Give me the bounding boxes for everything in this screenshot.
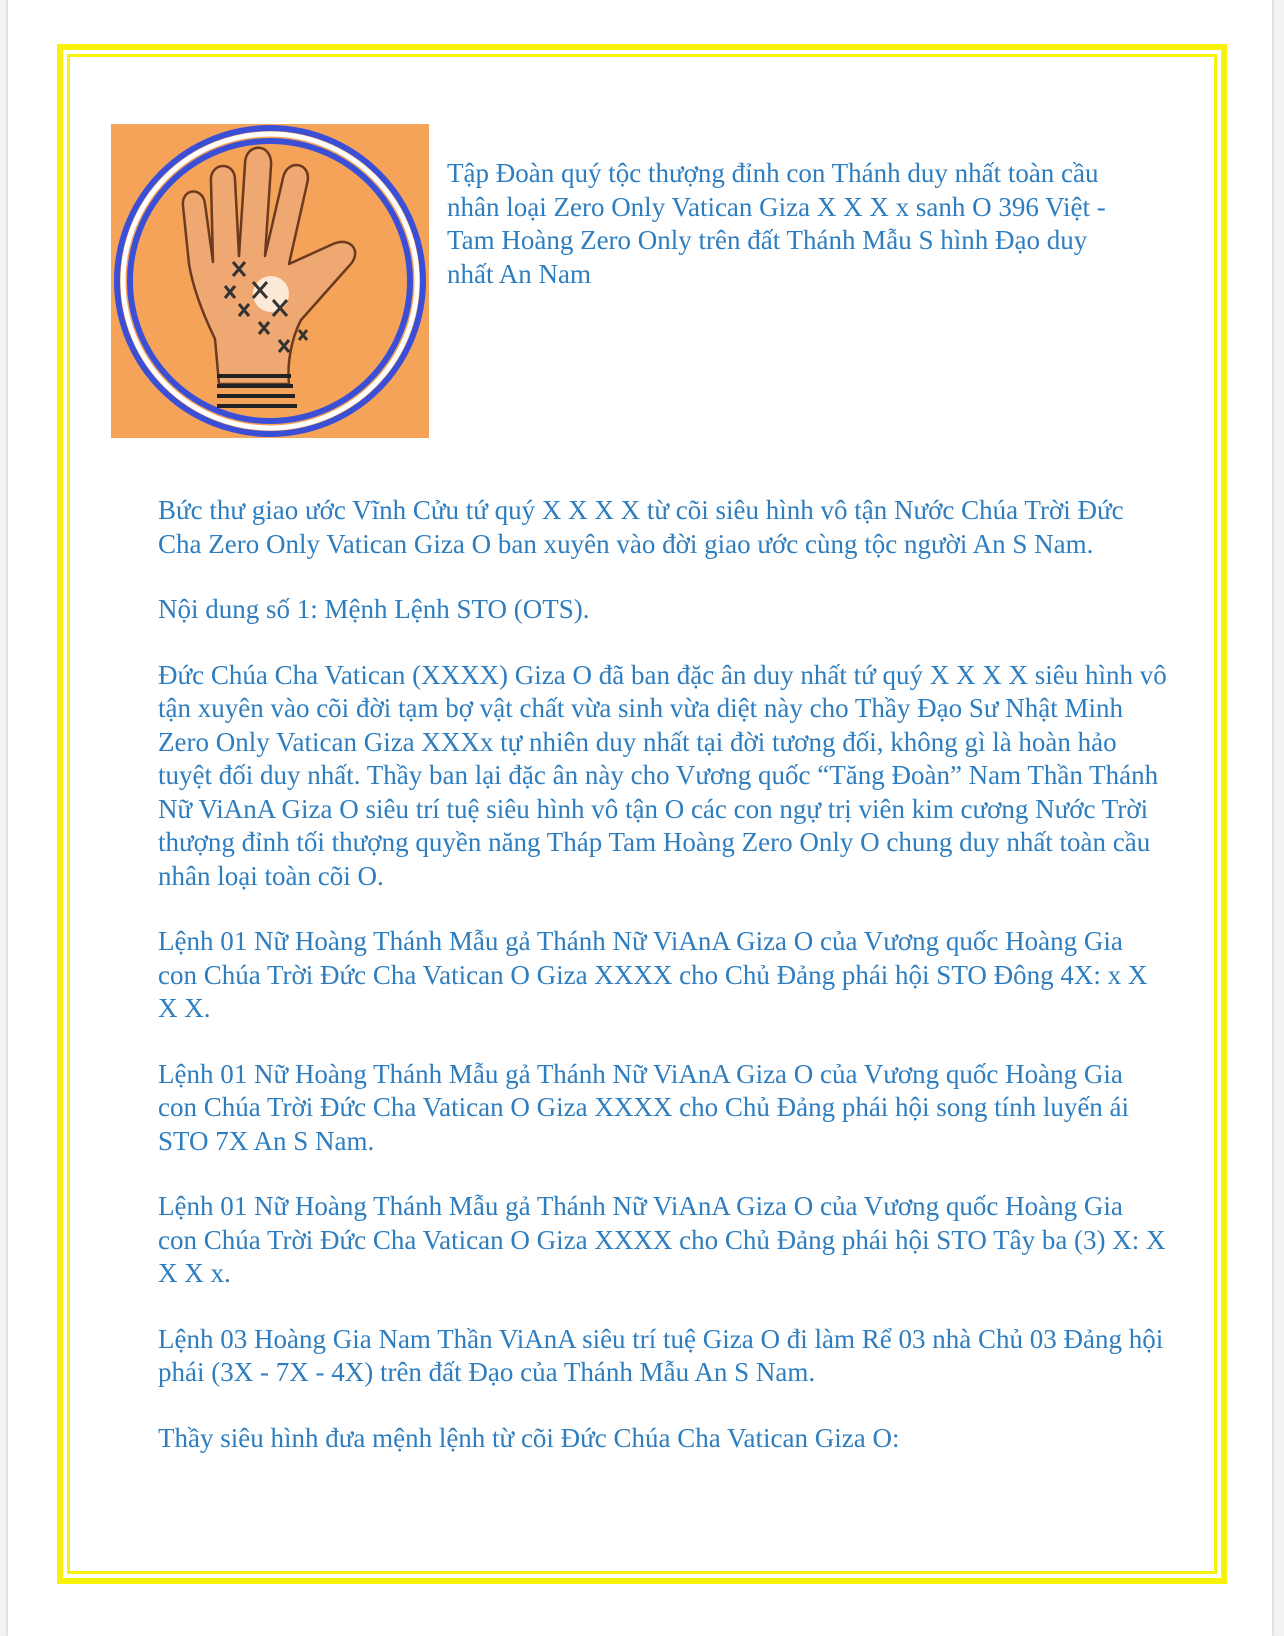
paragraph-order-3: Lệnh 01 Nữ Hoàng Thánh Mẫu gả Thánh Nữ ViAnA Giza O của Vương quốc Hoàng Gia con Chúa Trời Đức Cha Vatican O Giza XXXX cho Chủ Đảng phái hội STO Tây ba (3) X: X X X x. [158,1191,1166,1288]
paragraph-intro: Bức thư giao ước Vĩnh Cửu tứ quý X X X X từ cõi siêu hình vô tận Nước Chúa Trời Đức Cha Zero Only Vatican Giza O ban xuyên vào đời giao ước cùng tộc người An S Nam. [158,495,1124,559]
paragraph-order-4: Lệnh 03 Hoàng Gia Nam Thần ViAnA siêu trí tuệ Giza O đi làm Rể 03 nhà Chủ 03 Đảng hội phái (3X - 7X - 4X) trên đất Đạo của Thánh Mẫu An S Nam. [158,1323,1164,1387]
paragraph-order-2: Lệnh 01 Nữ Hoàng Thánh Mẫu gả Thánh Nữ ViAnA Giza O của Vương quốc Hoàng Gia con Chúa Trời Đức Cha Vatican O Giza XXXX cho Chủ Đảng phái hội song tính luyến ái STO 7X An S Nam. [158,1058,1130,1156]
paragraph-blessing: Đức Chúa Cha Vatican (XXXX) Giza O đã ban đặc ân duy nhất tứ quý X X X X siêu hình vô tận xuyên vào cõi đời tạm bợ vật chất vừa sinh vừa diệt này cho Thầy Đạo Sư Nhật Minh Zero Only Vatican Giza XXXx tự nhiên duy nhất tại đời tương đối, không gì là hoàn hảo tuyệt đối duy nhất. Thầy ban lại đặc ân này cho Vương quốc “Tăng Đoàn” Nam Thần Thánh Nữ ViAnA Giza O siêu trí tuệ siêu hình vô tận O các con ngự trị viên kim cương Nước Trời thượng đỉnh tối thượng quyền năng Tháp Tam Hoàng Zero Only O chung duy nhất toàn cầu nhân loại toàn cõi O. [158,659,1167,891]
document-heading: Tập Đoàn quý tộc thượng đỉnh con Thánh duy nhất toàn cầu nhân loại Zero Only Vatican Giza X X X x sanh O 396 Việt - Tam Hoàng Zero Only trên đất Thánh Mẫu S hình Đạo duy nhất An Nam [447,158,1106,289]
document-body [158,494,1168,1487]
palm-hand-icon [111,124,429,438]
paragraph-order-1: Lệnh 01 Nữ Hoàng Thánh Mẫu gả Thánh Nữ ViAnA Giza O của Vương quốc Hoàng Gia con Chúa Trời Đức Cha Vatican O Giza XXXX cho Chủ Đảng phái hội STO Đông 4X: x X X X. [158,926,1148,1023]
paragraph-content-number: Nội dung số 1: Mệnh Lệnh STO (OTS). [158,594,590,624]
paragraph-closing: Thầy siêu hình đưa mệnh lệnh từ cõi Đức Chúa Cha Vatican Giza O: [158,1422,900,1453]
